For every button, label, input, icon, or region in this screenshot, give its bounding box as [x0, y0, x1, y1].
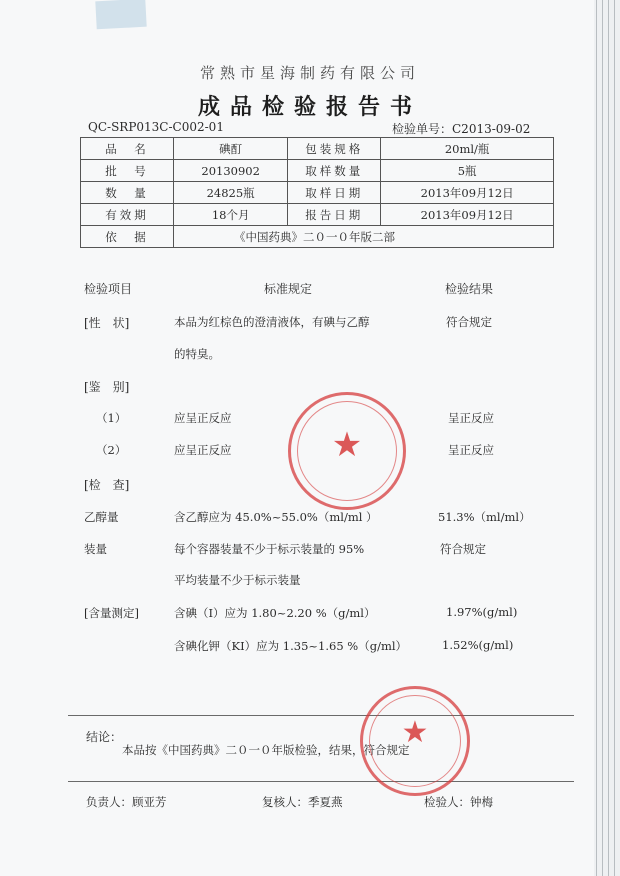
conclusion-text: 本品按《中国药典》二０一０年版检验，结果，符合规定: [122, 743, 410, 757]
page-edge-line: [596, 0, 597, 876]
cell-label: 品 名: [81, 138, 174, 160]
inspection-number: 检验单号：C2013-09-02: [392, 122, 531, 136]
cell-label: 数 量: [81, 182, 174, 204]
header-item: 检验项目: [84, 282, 133, 296]
section-assay: [含量测定]: [84, 606, 139, 620]
standard-text: 应呈正反应: [174, 443, 232, 457]
cell-value: 18个月: [174, 204, 288, 226]
divider: [68, 715, 574, 716]
standard-text: 本品为红棕色的澄清液体，有碘与乙醇: [174, 315, 370, 329]
result-text: 1.52%(g/ml): [442, 638, 514, 652]
section-characteristics: [性 状]: [84, 316, 130, 330]
result-text: 呈正反应: [448, 443, 494, 457]
cell-value: 5瓶: [381, 160, 554, 182]
cell-label: 有效期: [81, 204, 174, 226]
cell-value: 《中国药典》二０一０年版二部: [174, 226, 554, 248]
report-title: 成品检验报告书: [197, 94, 422, 120]
department-seal-stamp: [360, 686, 470, 796]
item-label: 装量: [84, 542, 107, 556]
result-text: 1.97%(g/ml): [446, 605, 518, 619]
header-result: 检验结果: [445, 282, 494, 296]
standard-text: 含乙醇应为 45.0%~55.0%（ml/ml ）: [174, 510, 378, 524]
section-identification: [鉴 别]: [84, 380, 130, 394]
standard-text: 平均装量不少于标示装量: [174, 573, 301, 587]
table-row: [81, 204, 554, 226]
cell-label: 取样数量: [288, 160, 381, 182]
item-number: （2）: [96, 443, 127, 457]
divider: [68, 781, 574, 782]
signature-responsible: 负责人：顾亚芳: [86, 795, 167, 809]
table-row: [81, 138, 554, 160]
cell-value: 20ml/瓶: [381, 138, 554, 160]
document-number: QC-SRP013C-C002-01: [88, 120, 224, 134]
signature-reviewer: 复核人：季夏燕: [262, 795, 343, 809]
seal-star-icon: ★: [401, 715, 429, 750]
cell-label: 依 据: [81, 226, 174, 248]
section-check: [检 查]: [84, 478, 130, 492]
result-text: 符合规定: [446, 315, 492, 329]
result-text: 呈正反应: [448, 411, 494, 425]
standard-text: 的特臭。: [174, 347, 220, 361]
standard-text: 含碘（I）应为 1.80~2.20 %（g/ml）: [174, 606, 376, 620]
standard-text: 含碘化钾（KI）应为 1.35~1.65 %（g/ml）: [174, 639, 408, 653]
product-info-table: [80, 137, 554, 248]
item-label: 乙醇量: [84, 510, 119, 524]
header-standard: 标准规定: [264, 282, 313, 296]
cell-label: 包装规格: [288, 138, 381, 160]
cell-value: 20130902: [174, 160, 288, 182]
table-row: [81, 160, 554, 182]
page-edge-line: [602, 0, 603, 876]
tape-fragment: [95, 0, 146, 29]
standard-text: 应呈正反应: [174, 411, 232, 425]
cell-label: 批 号: [81, 160, 174, 182]
cell-value: 2013年09月12日: [381, 204, 554, 226]
conclusion-label: 结论：: [86, 730, 123, 744]
cell-label: 报告日期: [288, 204, 381, 226]
cell-label: 取样日期: [288, 182, 381, 204]
table-row: [81, 226, 554, 248]
page-edge-line: [608, 0, 609, 876]
table-row: [81, 182, 554, 204]
cell-value: 2013年09月12日: [381, 182, 554, 204]
result-text: 符合规定: [440, 542, 486, 556]
page-edge-line: [614, 0, 615, 876]
cell-value: 碘酊: [174, 138, 288, 160]
item-number: （1）: [96, 411, 127, 425]
cell-value: 24825瓶: [174, 182, 288, 204]
company-name: 常熟市星海制药有限公司: [199, 64, 420, 82]
signature-inspector: 检验人：钟梅: [424, 795, 493, 809]
result-text: 51.3%（ml/ml）: [438, 510, 531, 524]
official-seal-stamp: [288, 392, 406, 510]
standard-text: 每个容器装量不少于标示装量的 95%: [174, 542, 365, 556]
seal-star-icon: ★: [331, 425, 363, 465]
